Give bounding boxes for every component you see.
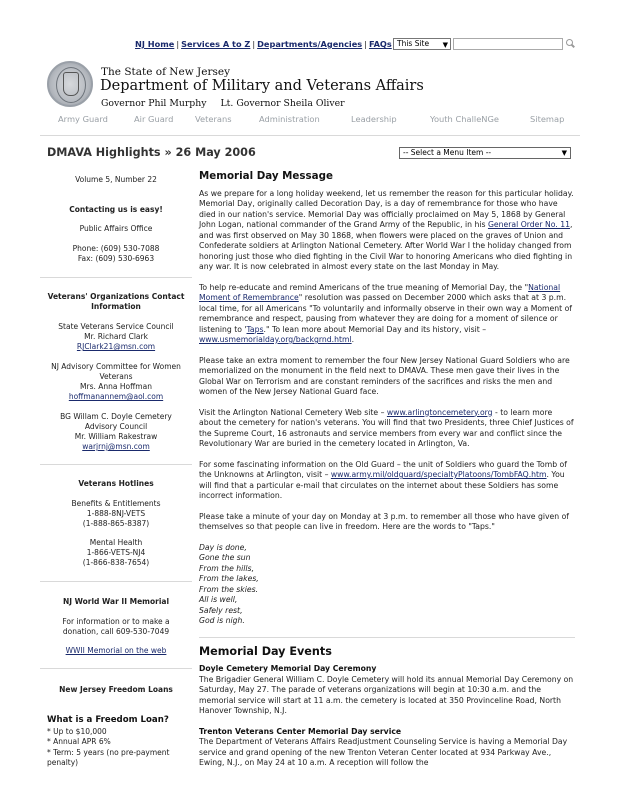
ww2-memorial-link[interactable]: WWII Memorial on the web	[65, 646, 167, 655]
ww2-memorial-heading: NJ World War II Memorial	[62, 597, 170, 606]
menu-item-select[interactable]	[399, 147, 571, 159]
mental-health-label: Mental Health	[89, 538, 143, 547]
memorial-day-message-heading: Memorial Day Message	[199, 170, 333, 182]
taps-poem: Day is done, Gone the sun From the hills, From the lakes, From the skies. All is well, Safely rest, God is nigh.	[199, 542, 259, 625]
general-order-link[interactable]: General Order No. 11	[487, 220, 570, 229]
event-description: The Brigadier General William C. Doyle Cemetery will hold its annual Memorial Day Ceremony on Saturday, May 27. The parade of veterans organizations will begin at 10:30 a.m. and the memorial service will start at 11 a.m. the cemetery is located at 350 Provinceline Road, North Hanover Township, N.J.	[199, 674, 574, 715]
freedom-loans-heading: New Jersey Freedom Loans	[59, 685, 173, 694]
site-scope-value: This Site	[397, 39, 430, 48]
paragraph: Please take an extra moment to remember the four New Jersey National Guard Soldiers who are memorialized on the monument in the field next to DMAVA. These men gave their lives in the Global War on Terrorism and are constant reminders of the sacrifices and risks the men and women of the New Jersey National Guard face.	[199, 355, 570, 396]
divider	[40, 668, 192, 669]
faqs-link[interactable]: FAQs	[368, 39, 392, 49]
taps-link[interactable]: Taps	[246, 324, 264, 334]
nav-army-guard[interactable]: Army Guard	[58, 114, 108, 124]
event-title: Doyle Cemetery Memorial Day Ceremony	[199, 664, 377, 673]
council-email-link[interactable]: RJClark21@msn.com	[76, 342, 156, 351]
search-icon[interactable]	[565, 39, 575, 49]
nav-air-guard[interactable]: Air Guard	[134, 114, 174, 124]
chevron-down-icon: ▼	[442, 41, 448, 49]
divider	[40, 277, 192, 278]
ww2-memorial-info: For information or to make a donation, call 609-530-7049	[62, 617, 170, 637]
site-scope-select[interactable]	[393, 38, 451, 50]
arlington-cemetery-link[interactable]: www.arlingtoncemetery.org	[386, 407, 493, 417]
nav-youth-challenge[interactable]: Youth ChalleNGe	[430, 114, 500, 124]
list-item: * Term: 5 years (no pre-payment penalty)	[47, 747, 170, 768]
old-guard-link[interactable]: www.army.mil/oldguard/specialtyPlatoons/TombFAQ.htm	[330, 470, 547, 479]
top-links: NJ Home | Services A to Z | Departments/Agencies | FAQs	[135, 39, 392, 49]
nav-sitemap[interactable]: Sitemap	[530, 114, 565, 124]
women-committee-email-link[interactable]: hoffmanannem@aol.com	[68, 392, 164, 401]
main-content	[199, 171, 575, 779]
services-a-to-z-link[interactable]: Services A to Z	[181, 39, 251, 49]
usmemorialday-link[interactable]: www.usmemorialday.org/backgrnd.html	[199, 335, 352, 344]
divider	[199, 637, 575, 638]
lt-governor-name: Lt. Governor Sheila Oliver	[220, 98, 345, 109]
public-affairs-office: Public Affairs Office	[79, 224, 153, 233]
divider	[40, 581, 192, 582]
women-committee-person: Mrs. Anna Hoffman	[80, 382, 152, 391]
event-title: Trenton Veterans Center Memorial Day service	[199, 726, 402, 736]
list-item: * Up to $10,000	[47, 727, 107, 736]
council-person: Mr. Richard Clark	[84, 332, 148, 341]
benefits-number-alt: (1-888-865-8387)	[82, 519, 150, 528]
benefits-number: 1-888-8NJ-VETS	[86, 509, 146, 518]
main-nav	[0, 114, 618, 126]
nav-leadership[interactable]: Leadership	[351, 114, 397, 124]
governor-name: Governor Phil Murphy	[101, 98, 207, 109]
top-utility-bar	[0, 38, 618, 52]
nj-state-seal-icon	[47, 61, 93, 107]
divider	[40, 135, 580, 136]
contact-heading: Contacting us is easy!	[69, 205, 163, 214]
contact-fax: Fax: (609) 530-6963	[77, 254, 155, 263]
contact-phone: Phone: (609) 530-7088	[72, 244, 160, 253]
memorial-day-events-heading: Memorial Day Events	[199, 644, 332, 658]
cemetery-council-name: BG Willam C. Doyle Cemetery Advisory Council	[60, 412, 172, 432]
divider	[40, 464, 192, 465]
departments-agencies-link[interactable]: Departments/Agencies	[257, 39, 363, 49]
benefits-label: Benefits & Entitlements	[71, 499, 161, 508]
freedom-loan-list	[47, 727, 187, 769]
freedom-loan-question: What is a Freedom Loan?	[47, 715, 169, 725]
nav-administration[interactable]: Administration	[259, 114, 320, 124]
council-name: State Veterans Service Council	[58, 322, 174, 331]
nj-home-link[interactable]: NJ Home	[135, 39, 175, 49]
page-title: DMAVA Highlights » 26 May 2006	[47, 146, 256, 159]
paragraph: To help re-educate and remind Americans of the true meaning of Memorial Day, the "National Moment of Remembrance" resolution was passed on December 2000 which asks that at 3 p.m. local time, for all Americans "To voluntarily and informally observe in their own way a Moment of remembrance and respect, pausing from whatever they are doing for a moment of silence or listening to 'Taps." To lean more about Memorial Day and its history, visit – www.usmemorialday.org/backgrnd.html.	[199, 282, 573, 344]
cemetery-council-email-link[interactable]: warjrnj@msn.com	[82, 442, 150, 451]
menu-select-value: -- Select a Menu Item --	[403, 148, 492, 157]
search-input[interactable]	[453, 38, 563, 50]
national-moment-link[interactable]: National Moment of Remembrance	[199, 282, 561, 302]
women-committee-name: NJ Advisory Committee for Women Veterans	[51, 362, 181, 382]
paragraph: Please take a minute of your day on Monday at 3 p.m. to remember all those who have given of themselves so that people can live in freedom. Here are the words to "Taps."	[199, 511, 569, 531]
list-item: * Annual APR 6%	[47, 737, 111, 747]
chevron-down-icon: ▼	[561, 149, 567, 157]
paragraph: For some fascinating information on the Old Guard – the unit of Soldiers who guard the Tomb of the Unknowns at Arlington, visit – www.army.mil/oldguard/specialtyPlatoons/TombFAQ.htm. You will find that a particular e-mail that circulates on the internet about these Soldiers has some incorrect information.	[199, 459, 567, 500]
cemetery-council-person: Mr. William Rakestraw	[74, 432, 158, 441]
paragraph: Visit the Arlington National Cemetery Web site – www.arlingtoncemetery.org - to learn more about the cemetery for nation's veterans. You will find that two Presidents, three Chief Justices of the Supreme Court, 16 astronauts and service members from every war and conflict since the Revolutionary War are buried in the cemetery located in Arlington, Va.	[199, 407, 574, 448]
hotlines-heading: Veterans Hotlines	[78, 479, 154, 488]
state-name: The State of New Jersey	[101, 66, 231, 78]
department-title: Department of Military and Veterans Affairs	[100, 78, 424, 94]
nav-veterans[interactable]: Veterans	[195, 114, 232, 124]
event-description: The Department of Veterans Affairs Readjustment Counseling Service is having a Memorial Day service and grand opening of the new Trenton Veteran Center located at 934 Parkway Ave., Ewing, N.J., on May 24 at 10 a.m. A reception will follow the	[199, 737, 568, 767]
volume-number: Volume 5, Number 22	[75, 175, 157, 184]
vet-contact-heading: Veterans' Organizations Contact Information	[47, 292, 185, 312]
governor-line	[101, 98, 359, 109]
mental-health-number: 1-866-VETS-NJ4	[86, 548, 146, 557]
mental-health-number-alt: (1-866-838-7654)	[82, 558, 150, 567]
paragraph: As we prepare for a long holiday weekend, let us remember the reason for this particular holiday. Memorial Day, originally called Decoration Day, is a day of remembrance for those who have died in our nation's service. Memorial Day was officially proclaimed on May 5, 1868 by General John Logan, national commander of the Grand Army of the Republic, in his General Order No. 11, and was first observed on May 30 1868, when flowers were placed on the graves of Union and Confederate soldiers at Arlington National Cemetery. After World War I the holiday changed from honoring just those who died fighting in the Civil War to honoring Americans who died fighting in any war. It is now celebrated in almost every state on the last Monday in May.	[199, 188, 574, 271]
